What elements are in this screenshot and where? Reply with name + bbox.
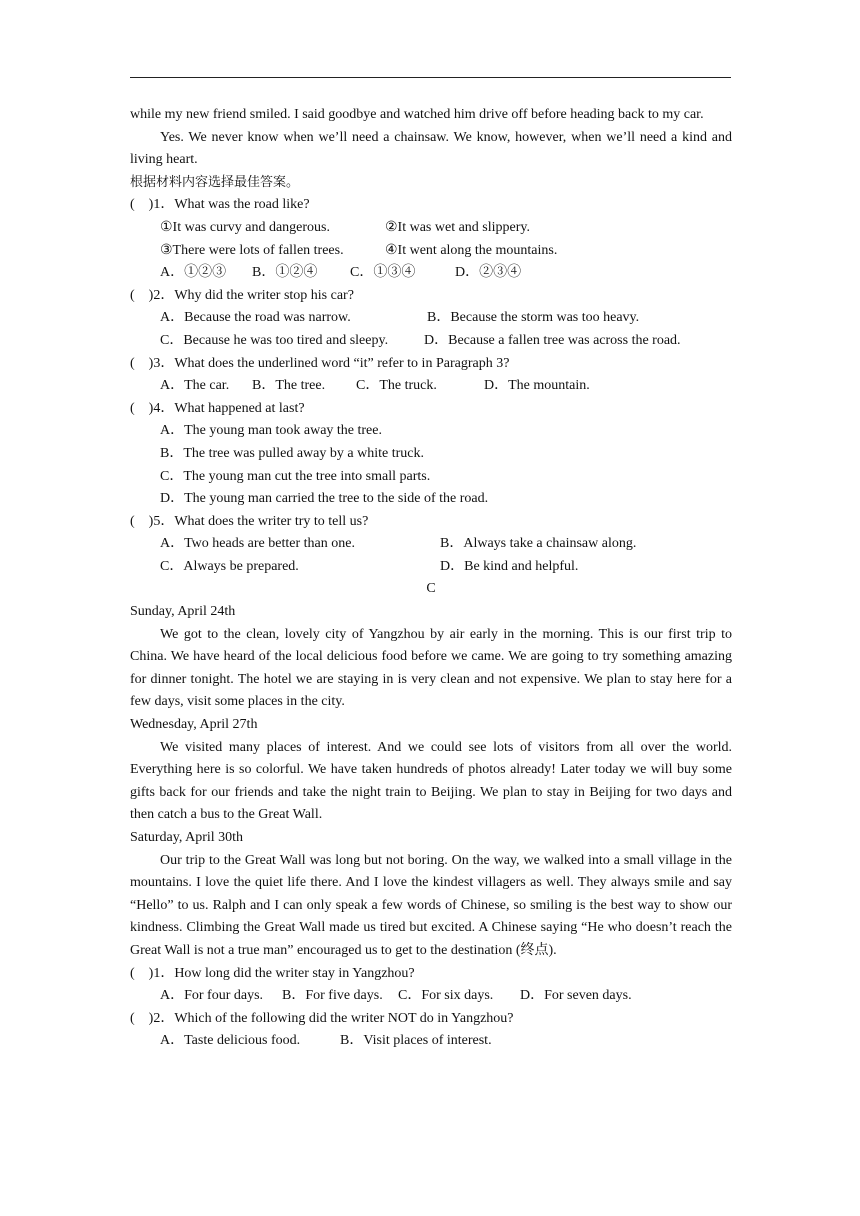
question-stem: ( )2．Which of the following did the writer NOT do in Yangzhou? bbox=[130, 1010, 514, 1026]
option-row bbox=[130, 985, 732, 1008]
question-stem: ( )1．How long did the writer stay in Yangzhou? bbox=[130, 965, 415, 981]
option: A．The young man took away the tree. bbox=[160, 423, 382, 439]
question-stem: ( )4．What happened at last? bbox=[130, 400, 305, 416]
diary-date: Sunday, April 24th bbox=[130, 604, 236, 620]
option-row bbox=[130, 262, 732, 285]
option: D．The mountain. bbox=[484, 378, 590, 394]
diary-text: Our trip to the Great Wall was long but not boring. On the way, we walked into a small village in the mountains. I love the quiet life there. And I love the kindest villagers as well. They always smile and say “Hello” to us. Ralph and I can only speak a few words of Chinese, so smiling is the best way to show our kindness. Climbing the Great Wall made us tired but excited. A Chinese saying “He who doesn’t reach the Great Wall is not a true man” encouraged us to get to the destination (终点). bbox=[130, 852, 732, 958]
option: A．The car. bbox=[160, 378, 230, 394]
option: C．The truck. bbox=[356, 378, 437, 394]
option: D．For seven days. bbox=[520, 988, 632, 1004]
option: D．Because a fallen tree was across the road. bbox=[424, 332, 681, 348]
passage-b-paragraph: Yes. We never know when we’ll need a chainsaw. We know, however, when we’ll need a kind and living heart. bbox=[130, 129, 732, 168]
option: B．Because the storm was too heavy. bbox=[427, 310, 640, 326]
diary-date: Wednesday, April 27th bbox=[130, 717, 258, 733]
option: B．Visit places of interest. bbox=[340, 1033, 492, 1049]
diary-date: Saturday, April 30th bbox=[130, 830, 244, 845]
option: C．For six days. bbox=[398, 988, 494, 1004]
statement: ①It was curvy and dangerous. bbox=[160, 219, 331, 235]
option: D．The young man carried the tree to the side of the road. bbox=[160, 491, 489, 507]
option-row bbox=[130, 1030, 732, 1053]
option: A．Two heads are better than one. bbox=[160, 536, 355, 552]
statement-row bbox=[130, 240, 732, 263]
option: A．For four days. bbox=[160, 988, 264, 1004]
statement-row bbox=[130, 217, 732, 240]
statement: ②It was wet and slippery. bbox=[385, 219, 530, 235]
option: C．Always be prepared. bbox=[160, 558, 299, 574]
option-row bbox=[130, 533, 732, 556]
option: C．①③④ bbox=[350, 265, 416, 281]
section-label: C bbox=[426, 581, 436, 597]
option: A．Taste delicious food. bbox=[160, 1033, 301, 1049]
diary-text: We visited many places of interest. And we could see lots of visitors from all over the world. Everything here is so colorful. We have taken hundreds of photos already! Later today we will buy some gifts back for our friends and take the night train to Beijing. We plan to stay in Beijing for two days and then catch a bus to the Great Wall. bbox=[130, 739, 732, 823]
question-stem: ( )1．What was the road like? bbox=[130, 197, 310, 213]
question-stem: ( )2．Why did the writer stop his car? bbox=[130, 287, 354, 303]
question-stem: ( )3．What does the underlined word “it” refer to in Paragraph 3? bbox=[130, 355, 510, 371]
option-row bbox=[130, 307, 732, 330]
option: B．For five days. bbox=[282, 988, 383, 1004]
option-row bbox=[130, 375, 732, 398]
document-body bbox=[130, 104, 732, 1053]
header-rule bbox=[130, 77, 731, 78]
statement: ③There were lots of fallen trees. bbox=[160, 242, 344, 258]
option: B．The tree was pulled away by a white truck. bbox=[160, 445, 424, 461]
option: A．①②③ bbox=[160, 265, 227, 281]
option: B．①②④ bbox=[252, 265, 318, 281]
instruction-text: 根据材料内容选择最佳答案。 bbox=[130, 174, 300, 190]
statement: ④It went along the mountains. bbox=[385, 242, 558, 258]
option: C．Because he was too tired and sleepy. bbox=[160, 332, 389, 348]
option: D．②③④ bbox=[455, 265, 522, 281]
option: C．The young man cut the tree into small parts. bbox=[160, 468, 431, 484]
question-stem: ( )5．What does the writer try to tell us? bbox=[130, 513, 369, 529]
passage-b-paragraph: while my new friend smiled. I said goodbye and watched him drive off before heading back to my car. bbox=[130, 107, 704, 122]
diary-text: We got to the clean, lovely city of Yangzhou by air early in the morning. This is our first trip to China. We have heard of the local delicious food before we came. We are going to try something amazing for dinner tonight. The hotel we are staying in is very clean and not expensive. We plan to stay here for a few days, visit some places in the city. bbox=[130, 626, 732, 710]
option: B．Always take a chainsaw along. bbox=[440, 536, 637, 552]
option-row bbox=[130, 330, 732, 353]
option: B．The tree. bbox=[252, 378, 326, 394]
option: D．Be kind and helpful. bbox=[440, 558, 579, 574]
option: A．Because the road was narrow. bbox=[160, 310, 351, 326]
option-row bbox=[130, 556, 732, 579]
